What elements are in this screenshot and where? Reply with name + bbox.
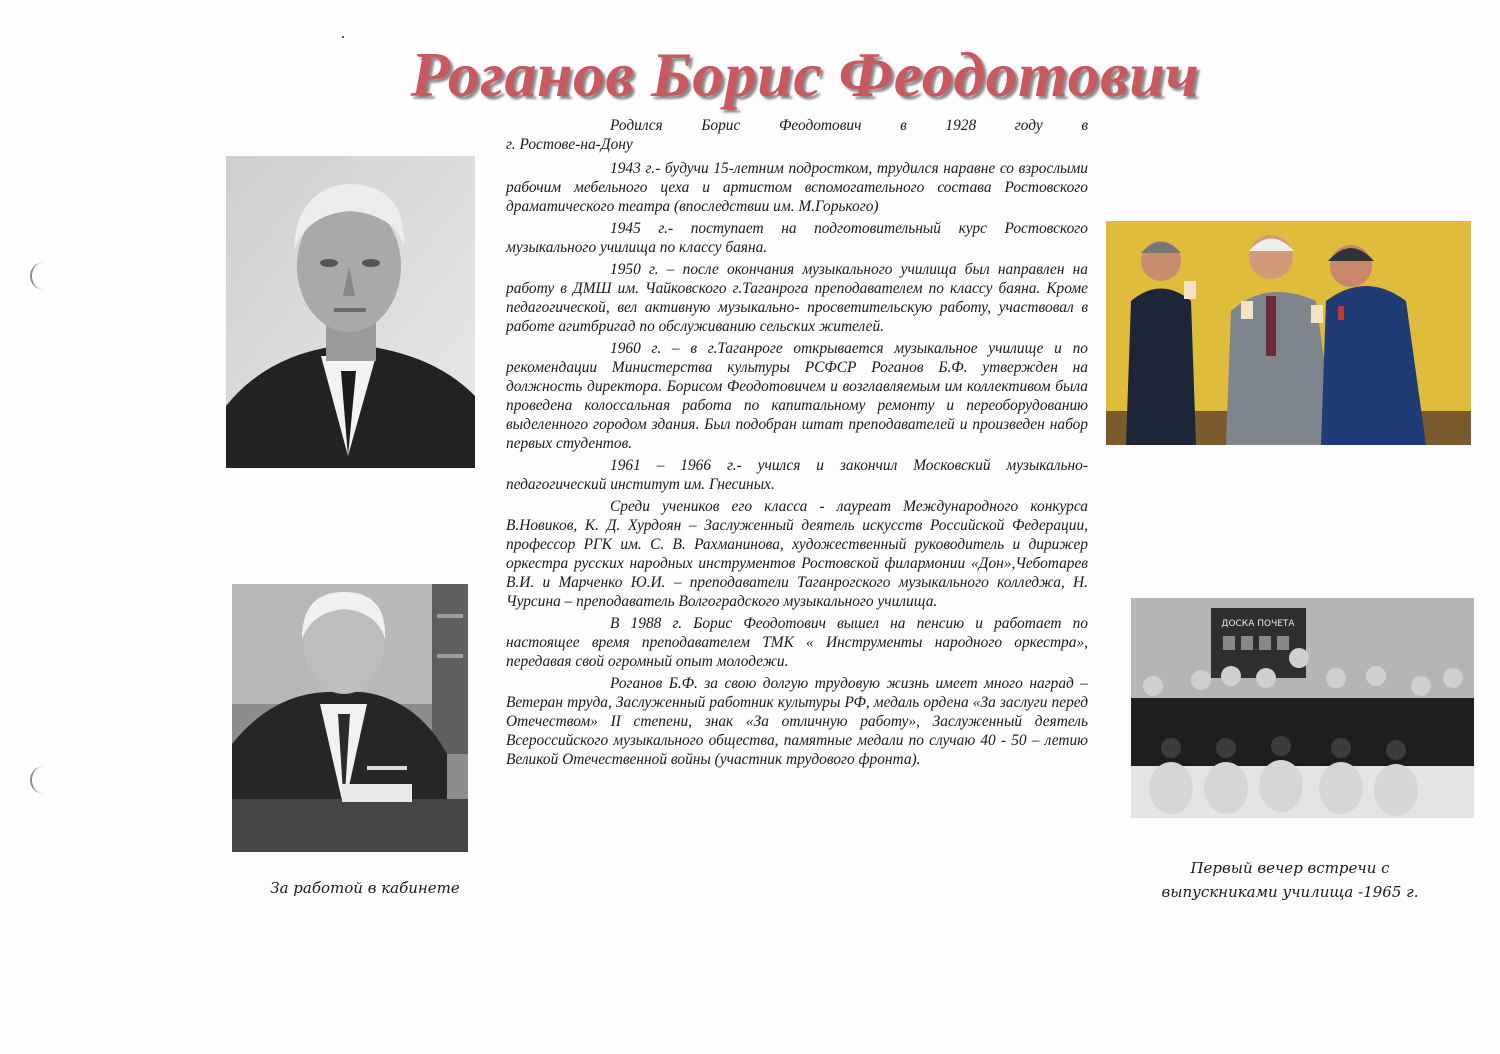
bio-paragraph-1950: 1950 г. – после окончания музыкального училища был направлен на работу в ДМШ им. Чайковского г.Таганрога преподавателем по классу баяна. Кроме педагогической, вел активную музыкально- просветительскую работу, участвовал в работе агитбригад по обслуживанию сельских жителей.: [506, 261, 1088, 335]
binder-hole-mark: [30, 766, 50, 794]
bio-paragraph-students: Среди учеников его класса - лауреат Международного конкурса В.Новиков, К. Д. Хурдоян – Заслуженный деятель искусств Российской Федерации, профессор РГК им. С. В. Рахманинова, художественный руководитель и дирижер оркестра русских народных инструментов Ростовской филармонии «Дон»,Чеботарев В.И. и Марченко Ю.И. – преподаватели Таганрогского музыкального колледжа, Н. Чурсина – преподаватель Волгоградского музыкального училища.: [506, 498, 1088, 610]
reunion-photo: [1131, 598, 1474, 818]
bio-paragraph-birth: Родился Борис Феодотович в 1928 году в: [610, 117, 1088, 134]
bio-paragraph-1960: 1960 г. – в г.Таганроге открывается музыкальное училище и по рекомендации Министерства культуры РСФСР Роганов Б.Ф. утвержден на должность директора. Борисом Феодотовичем и возглавляемым им коллективом была проведена колоссальная работа по капитальному ремонту и переоборудованию выделенного городом здания. Был подобран штат преподавателей и произведен набор первых студентов.: [506, 340, 1088, 452]
toast-photo: [1106, 221, 1471, 445]
bio-paragraph-1961: 1961 – 1966 г.- учился и закончил Московский музыкально-педагогический институт им. Гнесиных.: [506, 457, 1088, 493]
bio-paragraph-1988: В 1988 г. Борис Феодотович вышел на пенсию и работает по настоящее время преподавателем ТМК « Инструменты народного оркестра», передавая свой огромный опыт молодежи.: [506, 615, 1088, 670]
bio-paragraph-birth-city: г. Ростове-на-Дону: [506, 136, 633, 153]
honor-board-text: ДОСКА ПОЧЕТА: [1221, 619, 1295, 629]
bio-paragraph-awards: Роганов Б.Ф. за свою долгую трудовую жизнь имеет много наград –Ветеран труда, Заслуженный работник культуры РФ, медаль ордена «За заслуги перед Отечеством» II степени, знак «За отличную работу», Заслуженный деятель Всероссийского музыкального общества, памятные медали по случаю 40 - 50 – летию Великой Отечественной войны (участник трудового фронта).: [506, 675, 1088, 768]
biography-text: [506, 116, 1088, 772]
binder-hole-mark: [30, 262, 50, 290]
portrait-photo: [226, 156, 475, 468]
office-photo-caption: За работой в кабинете: [270, 879, 460, 897]
bio-paragraph-1943: 1943 г.- будучи 15-летним подростком, трудился наравне со взрослыми рабочим мебельного цеха и артистом вспомогательного состава Ростовского драматического театра (впоследствии им. М.Горького): [506, 160, 1088, 215]
bio-paragraph-1945: 1945 г.- поступает на подготовительный курс Ростовского музыкального училища по классу баяна.: [506, 220, 1088, 256]
reunion-photo-caption: Первый вечер встречи с выпускниками училища -1965 г.: [1161, 859, 1419, 901]
page-title: Роганов Борис Феодотович: [410, 39, 1200, 110]
office-photo: [232, 584, 468, 852]
